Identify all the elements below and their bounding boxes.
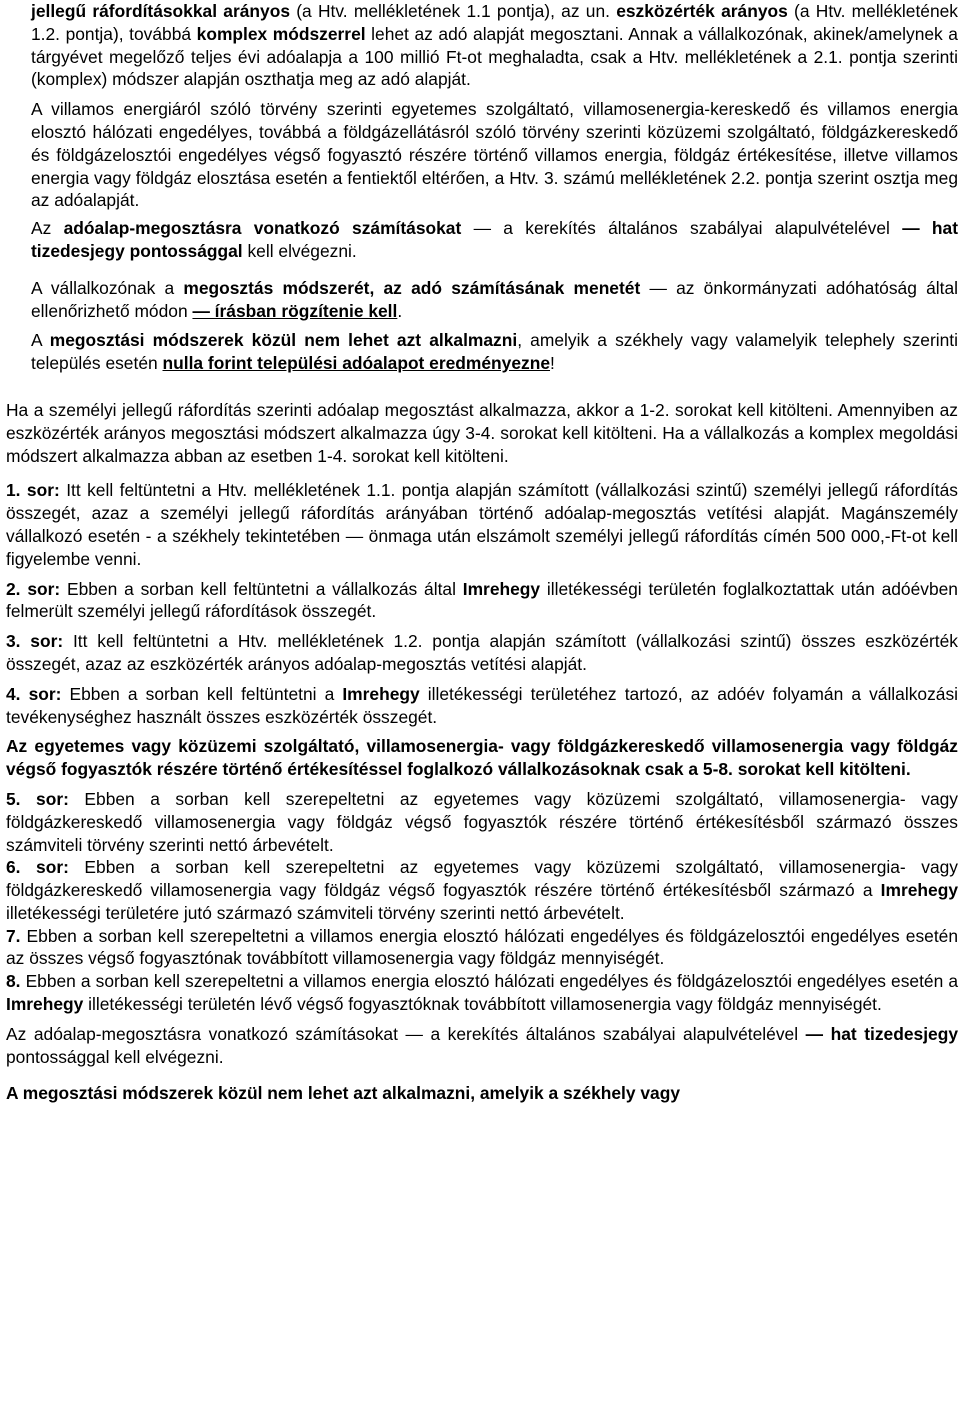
text-segment: (a Htv. mellékletének 1.2. pontja), továbbá xyxy=(31,1,958,44)
text-segment: Ebben a sorban kell szerepeltetni az egyetemes vagy közüzemi szolgáltató, villamosenergia- vagy földgázkereskedő villamosenergia vagy földgáz végső fogyasztók részére történő értékesítésből származó a xyxy=(6,857,958,901)
text-segment: — hat tizedesjegy pontossággal xyxy=(31,218,959,261)
paragraph-sor4 xyxy=(6,683,958,729)
text-segment: — hat tizedesjegy xyxy=(805,1023,958,1044)
text-segment: Az egyetemes vagy közüzemi szolgáltató, villamosenergia- vagy földgázkereskedő villamosenergia vagy földgáz végső fogyasztók részére történő értékesítéssel foglalkozó vállalkozásoknak csak a 5-8. sorokat kell kitölteni. xyxy=(6,736,958,780)
text-segment: kell elvégezni. xyxy=(242,240,357,261)
paragraph-sor3 xyxy=(6,630,958,676)
text-segment: . xyxy=(397,300,403,321)
text-segment: — a kerekítés általános szabályai alapulvételével xyxy=(461,218,903,239)
paragraph-kerekites2 xyxy=(6,1023,958,1069)
text-segment: 8. xyxy=(6,971,21,992)
text-segment: 1. sor: xyxy=(6,480,60,501)
text-segment: megosztási módszerek közül nem lehet azt alkalmazni xyxy=(49,330,518,351)
text-segment: Imrehegy xyxy=(342,683,420,704)
text-segment: 5. sor: xyxy=(6,788,69,809)
text-segment: 7. xyxy=(6,925,21,946)
text-segment: Az adóalap-megosztásra vonatkozó számításokat — a kerekítés általános szabályai alapulvételével xyxy=(6,1023,806,1044)
paragraph-sor8 xyxy=(6,970,958,1016)
text-segment: ! xyxy=(550,353,555,374)
paragraph-sor6 xyxy=(6,856,958,924)
paragraph-intro xyxy=(6,0,958,91)
text-segment: Itt kell feltüntetni a Htv. mellékletének 1.2. pontja alapján számított (vállalkozási szintű) összes eszközérték összegét, azaz az eszközérték arányos adóalap-megosztás vetítési alapját. xyxy=(6,631,958,674)
text-segment: lehet az adó alapját megosztani. Annak a vállalkozónak, akinek/amelynek a tárgyévet megelőző teljes évi adóalapja a 100 millió Ft-ot meghaladta, csak a Htv. mellékletének a 2.1. pontja szerinti (komplex) módszer alapján oszthatja meg az adó alapját. xyxy=(31,23,958,90)
text-segment: Ebben a sorban kell feltüntetni a vállalkozás által xyxy=(60,578,463,599)
text-segment: Ebben a sorban kell feltüntetni a xyxy=(61,683,343,704)
paragraph-sor7 xyxy=(6,925,958,971)
paragraph-egyetemes xyxy=(6,735,958,781)
document-page xyxy=(6,0,958,1105)
text-segment: (a Htv. mellékletének 1.1 pontja), az un. xyxy=(290,1,617,21)
text-segment: Ebben a sorban kell szerepeltetni az egyetemes vagy közüzemi szolgáltató, villamosenergia- vagy földgázkereskedő villamosenergia vagy földgáz végső fogyasztók részére történő értékesítésből származó összes számviteli törvény szerinti nettó árbevételt. xyxy=(6,788,958,855)
text-segment: Imrehegy xyxy=(880,880,958,901)
text-segment: nulla forint települési adóalapot eredményezne xyxy=(162,353,551,374)
paragraph-sor5 xyxy=(6,788,958,856)
text-segment: adóalap-megosztásra vonatkozó számításokat xyxy=(63,218,462,239)
paragraph-nulla2 xyxy=(6,1082,958,1105)
text-segment: komplex módszerrel xyxy=(196,23,366,44)
text-segment: Az xyxy=(31,218,64,239)
text-segment: illetékességi területén lévő végső fogyasztóknak továbbított villamosenergia vagy földgáz mennyiségét. xyxy=(83,994,882,1015)
paragraph-villamos xyxy=(6,98,958,212)
text-segment: 6. sor: xyxy=(6,857,69,878)
text-segment: 4. sor: xyxy=(6,683,62,704)
paragraph-modszer xyxy=(6,277,958,323)
text-segment: pontossággal kell elvégezni. xyxy=(6,1046,224,1067)
text-segment: illetékességi területén foglalkoztattak után adóévben felmerült személyi jellegű ráfordítások összegét. xyxy=(6,578,958,622)
paragraph-kerekites1 xyxy=(6,217,958,263)
paragraph-sor1 xyxy=(6,479,958,570)
text-segment: A vállalkozónak a xyxy=(31,277,184,298)
paragraph-nulla1 xyxy=(6,329,958,375)
text-segment: 3. sor: xyxy=(6,631,64,652)
text-segment: megosztás módszerét, az adó számításának menetét xyxy=(183,277,641,298)
text-segment: 2. sor: xyxy=(6,578,61,599)
text-segment: Ebben a sorban kell szerepeltetni a villamos energia elosztó hálózati engedélyes és földgázelosztói engedélyes esetén az összes végső fogyasztónak továbbított villamosenergia vagy földgáz mennyiségét. xyxy=(6,925,958,969)
text-segment: A villamos energiáról szóló törvény szerinti egyetemes szolgáltató, villamosenergia-kereskedő és villamos energia elosztó hálózati engedélyes, továbbá a földgázellátásról szóló törvény szerinti közüzemi szolgáltató, földgázkereskedő és földgázelosztói engedélyes végső fogyasztó részére történő villamos energia, földgáz értékesítése, illetve villamos energia vagy földgáz elosztása esetén a fentiektől eltérően, a Htv. 3. számú mellékletének 2.2. pontja szerint osztja meg az adóalapját. xyxy=(31,99,958,211)
text-segment: Imrehegy xyxy=(462,578,541,599)
paragraph-sor2 xyxy=(6,578,958,624)
text-segment: , amelyik a székhely vagy valamelyik telephely szerinti település esetén xyxy=(31,330,958,374)
text-segment: eszközérték arányos xyxy=(616,1,788,21)
text-segment: Ha a személyi jellegű ráfordítás szerinti adóalap megosztást alkalmazza, akkor a 1-2. sorokat kell kitölteni. Amennyiben az eszközérték arányos megosztási módszert alkalmazza úgy 3-4. sorokat kell kitölteni. Ha a vállalkozás a komplex megoldási módszert alkalmazza abban az esetben 1-4. sorokat kell kitölteni. xyxy=(6,399,958,466)
text-segment: jellegű ráfordításokkal arányos xyxy=(31,1,290,21)
text-segment: A megosztási módszerek közül nem lehet azt alkalmazni, amelyik a székhely vagy xyxy=(6,1083,681,1104)
text-segment: Itt kell feltüntetni a Htv. mellékletének 1.1. pontja alapján számított (vállalkozási szintű) személyi jellegű ráfordítás összegét, azaz a személyi jellegű ráfordítás arányában történő adóalap-megosztás vetítési alapját. Magánszemély vállalkozó esetén - a székhely tekintetében — önmaga után elszámolt személyi jellegű ráfordítás címén 500 000,-Ft-ot kell figyelembe venni. xyxy=(6,480,958,569)
text-segment: illetékességi területére jutó származó számviteli törvény szerinti nettó árbevételt. xyxy=(6,902,625,923)
text-segment: — az önkormányzati adóhatóság által ellenőrizhető módon xyxy=(31,277,958,321)
text-segment: Imrehegy xyxy=(6,994,84,1015)
text-segment: — írásban rögzítenie kell xyxy=(192,300,398,321)
paragraph-sorok xyxy=(6,399,958,467)
text-segment: illetékességi területéhez tartozó, az adóév folyamán a vállalkozási tevékenységhez használt összes eszközérték összegét. xyxy=(6,683,959,727)
text-segment: A xyxy=(31,330,50,351)
text-segment: Ebben a sorban kell szerepeltetni a villamos energia elosztó hálózati engedélyes és földgázelosztói engedélyes esetén a xyxy=(20,971,958,992)
